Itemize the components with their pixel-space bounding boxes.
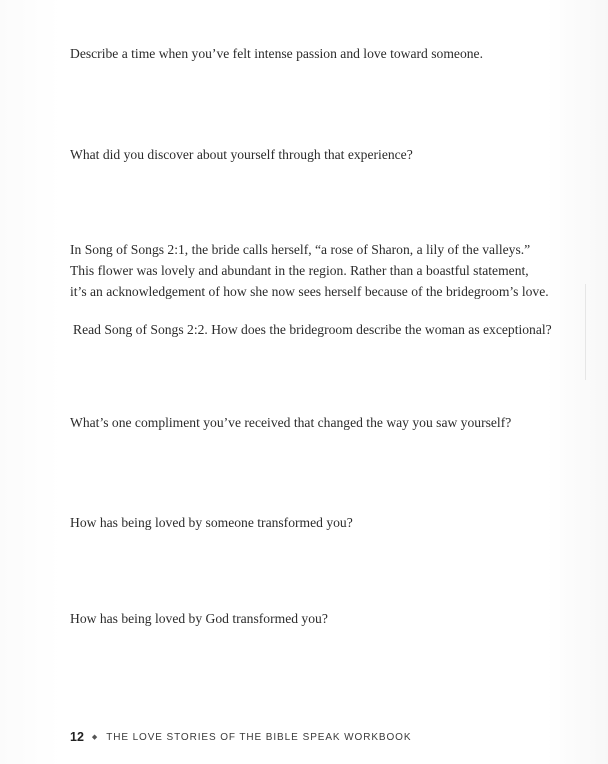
question-loved-by-god: How has being loved by God transformed you? xyxy=(70,611,328,626)
question-passion: Describe a time when you’ve felt intense passion and love toward someone. xyxy=(70,46,483,61)
context-line: In Song of Songs 2:1, the bride calls herself, “a rose of Sharon, a lily of the valleys.” xyxy=(70,242,531,257)
book-subtitle: SPEAK WORKBOOK xyxy=(302,731,412,743)
book-title: THE LOVE STORIES OF THE BIBLE xyxy=(106,731,299,743)
diamond-separator-icon: ◆ xyxy=(91,734,99,741)
question-discover: What did you discover about yourself through that experience? xyxy=(70,147,413,162)
context-paragraph xyxy=(70,239,554,302)
context-line: This flower was lovely and abundant in the region. Rather than a boastful statement, xyxy=(70,263,529,278)
question-loved-by-someone: How has being loved by someone transformed you? xyxy=(70,515,353,530)
question-exceptional: Read Song of Songs 2:2. How does the bridegroom describe the woman as exceptional? xyxy=(73,322,552,337)
page-edge-shadow xyxy=(585,284,586,380)
page-number: 12 xyxy=(70,730,84,744)
question-compliment: What’s one compliment you’ve received that changed the way you saw yourself? xyxy=(70,415,512,430)
context-line: it’s an acknowledgement of how she now sees herself because of the bridegroom’s love. xyxy=(70,284,549,299)
page-footer xyxy=(70,730,411,744)
